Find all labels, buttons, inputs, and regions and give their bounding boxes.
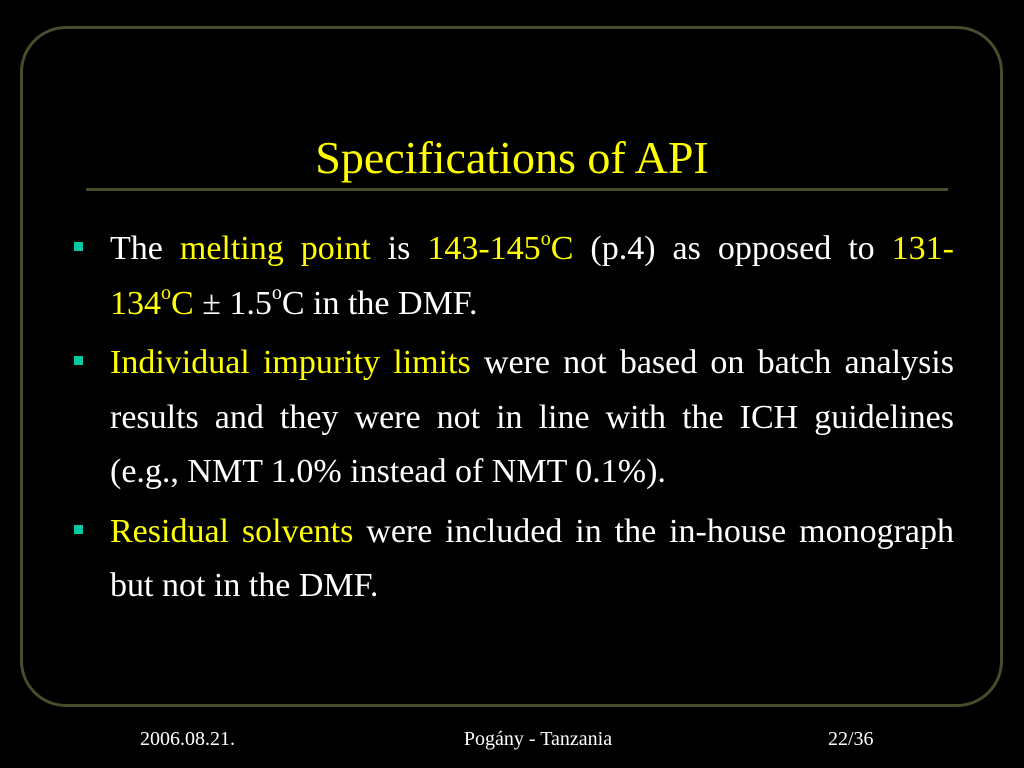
slide-title: Specifications of API — [315, 132, 709, 183]
footer-date: 2006.08.21. — [140, 728, 235, 750]
bullet-text — [110, 344, 954, 490]
footer-page-number: 22/36 — [828, 728, 874, 750]
body-text: were not based on batch analysis results and they were not in line with the ICH guidelines (e.g., NMT 1.0% instead of NMT 0.1%). — [110, 344, 954, 490]
body-text: ± 1.5 — [193, 284, 272, 322]
highlighted-term: C — [171, 284, 194, 322]
bullet-text — [110, 227, 954, 322]
highlighted-term: Individual impurity limits — [110, 344, 471, 381]
highlighted-term: melting point — [179, 230, 371, 267]
footer-presenter: Pogány - Tanzania — [463, 728, 613, 750]
highlighted-term: Residual solvents — [110, 512, 354, 550]
highlighted-term: 131-134 — [110, 230, 954, 322]
square-bullet-icon — [74, 242, 83, 251]
body-text: (p.4) as opposed to — [573, 230, 892, 267]
bullet-item-residual-solvents — [74, 505, 954, 614]
bullet-text — [110, 513, 954, 605]
highlighted-term: C — [550, 230, 574, 267]
degree-superscript: o — [271, 282, 282, 305]
title-divider — [86, 188, 948, 191]
body-text: were included in the in-house monograph but not in the DMF. — [110, 512, 954, 604]
highlighted-term: 143-145 — [427, 230, 541, 267]
body-text: is — [370, 230, 428, 267]
bullet-item-impurity-limits — [74, 336, 954, 500]
body-text: C in the DMF. — [281, 284, 478, 322]
body-text: The — [110, 230, 180, 267]
degree-superscript: o — [540, 227, 551, 250]
square-bullet-icon — [74, 356, 83, 365]
bullet-list — [74, 222, 954, 619]
degree-superscript: o — [161, 282, 171, 305]
bullet-item-melting-point — [74, 222, 954, 331]
square-bullet-icon — [74, 525, 83, 534]
